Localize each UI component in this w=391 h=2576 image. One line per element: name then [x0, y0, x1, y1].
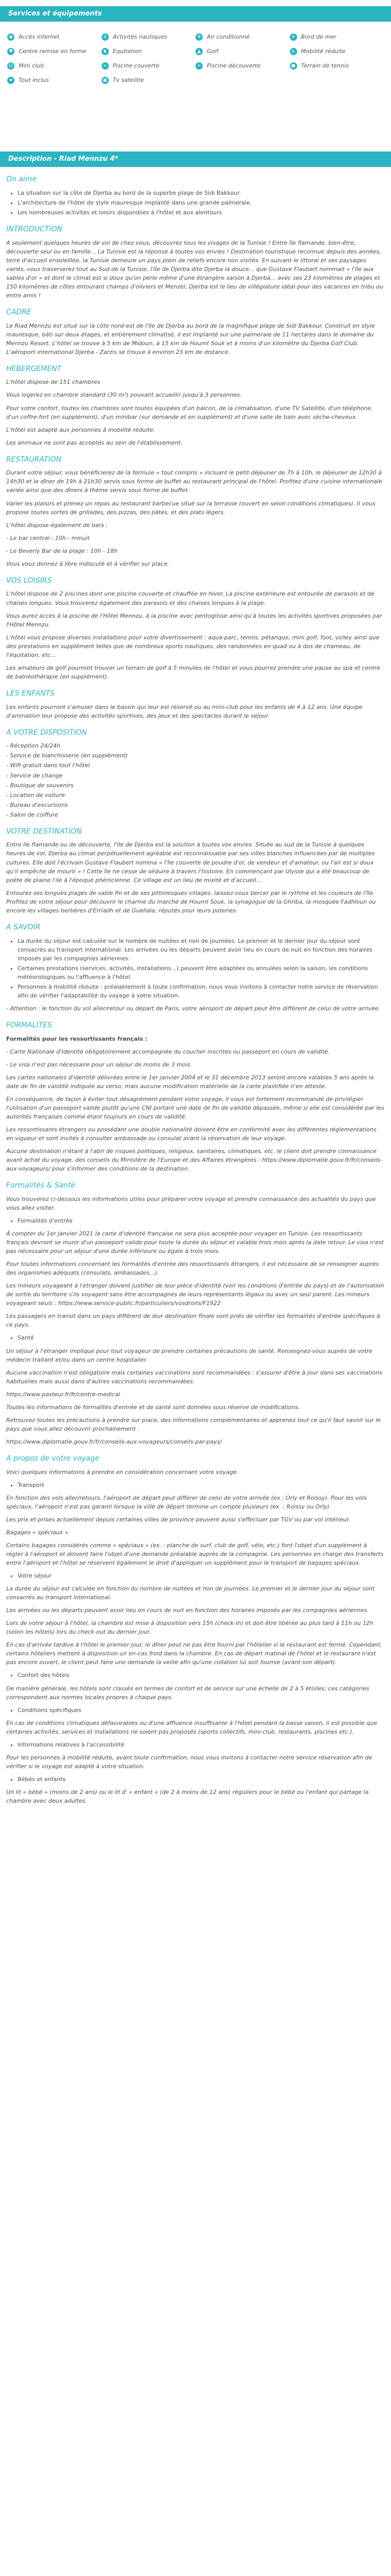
paragraph: Durant votre séjour, vous bénéficierez de la formule « tout compris » incluant le petit-déjeuner de 7h à 10h, le déjeuner de 12h30 à 14h30 et le dîner de 19h à 21h30 servis sous forme de buffet au restaurant principal de l'hôtel. Profitez d'une cuisine internationale variée ainsi que des dîners à thème servis sous forme de buffet.	[6, 469, 382, 494]
tennis-icon: ●	[290, 62, 297, 70]
service-label: Centre remise en forme	[19, 48, 87, 55]
paragraph: Bagages « spéciaux »	[6, 1529, 69, 1536]
paragraph: La durée du séjour est calculée en fonction du nombre de nuitées et non de journées. Le premier et le dernier jour du séjour sont consacrés au transport international.	[6, 1585, 375, 1601]
service-label: Piscine couverte	[112, 62, 159, 70]
paragraph: Pour toutes informations concernant les formalités d'entrée des ressortissants étrangers, il est nécessaire de se renseigner auprès des organismes adéquats (consulats, ambassades...).	[6, 1261, 379, 1277]
list-item: - Bureau d'excursions	[6, 801, 68, 808]
paragraph: Les ressortissants étrangers ou possédant une double nationalité doivent être en conformité avec les différentes réglementations en vigueur et sont invités à consulter ambassade ou consulat avant la réservation de leur voyage.	[6, 1126, 377, 1142]
service-item	[290, 33, 384, 41]
link-text[interactable]: https://www.pasteur.fr/fr/centre-medical	[6, 1391, 120, 1398]
propos-list	[6, 1571, 385, 1580]
propos-heading: A propos de votre voyage	[6, 1454, 100, 1463]
loisirs-heading: VOS LOISIRS	[6, 576, 52, 585]
list-item: • Bébés et enfants	[18, 1775, 385, 1784]
paragraph: Vous trouverez ci-dessous les informations utiles pour préparer votre voyage et prendre connaissance des actualités du pays que vous allez visiter.	[6, 1195, 376, 1211]
propos-list	[6, 1740, 385, 1749]
service-item	[102, 62, 196, 70]
paragraph: Lors de votre séjour à l'hôtel, la chambre est mise à disposition vers 15h (check-in) et doit être libérée au plus tard à 11h ou 12h (selon les hôtels) lors du check-out du dernier jour.	[6, 1620, 373, 1636]
on-aime-heading: On aime	[6, 175, 37, 183]
sante-list	[6, 1216, 385, 1225]
paragraph: - Carte Nationale d'Identité obligatoirement accompagnée du coucher inscrites ou passeport en cours de validité.	[6, 1048, 330, 1055]
fitness-icon: ♥	[7, 48, 14, 55]
sante-list	[6, 1333, 385, 1342]
list-item: • La durée du séjour est calculée sur le nombre de nuitées et non de journées. Le premier et le dernier jour du séjour sont consacrés au transport international. Les arrivées ou les départs peuvent avoir lieu en cours de nuit en fonction des horaires imposés par les compagnies aériennes.	[18, 937, 385, 963]
tv-icon: ▣	[102, 77, 109, 84]
propos-list	[6, 1481, 385, 1489]
service-label: Air conditionné	[207, 33, 250, 41]
paragraph: Voici quelques informations à prendre en considération concernant votre voyage.	[6, 1468, 239, 1476]
list-item: • Les nombreuses activités et loisirs disponibles à l'hôtel et aux alentours	[18, 208, 385, 217]
introduction-heading: INTRODUCTION	[6, 225, 62, 233]
restauration-heading: RESTAURATION	[6, 455, 62, 464]
formalites-heading: FORMALITES	[6, 1021, 52, 1029]
propos-list	[6, 1775, 385, 1784]
bar-hours: - Le bar central : 10h - minuit	[6, 534, 90, 541]
service-label: Activités nautiques	[112, 33, 167, 41]
bar-hours: - Le Beverly Bar de la plage : 10h - 18h	[6, 547, 118, 554]
wifi-icon: ◉	[7, 33, 14, 41]
paragraph: De manière générale, les hôtels sont classés en termes de confort et de service sur une échelle de 2 à 5 étoiles; ces catégories correspondent aux normes locales propres à chaque pays.	[6, 1685, 369, 1701]
list-item: • La situation sur la côte de Djerba au bord de la superbe plage de Sidi Bakkour.	[18, 189, 385, 197]
service-item	[7, 33, 102, 41]
paragraph: Aucune vaccination n'est obligatoire mais certaines vaccinations sont recommandées : s'assurer d'être à jour dans ses vaccinations habituelles mais aussi dans d'autres vaccinations recommandées.	[6, 1369, 382, 1385]
paragraph: En fonction des vols aller/retours, l'aéroport de départ peut différer de celui de votre arrivée (ex : Orly et Roissy). Pour les vols spéciaux, l'aéroport n'est pas garanti lorsque la ville de départ termine un compte plusieurs (ex. : Roissy ou Orly).	[6, 1494, 367, 1510]
list-item: - Wifi gratuit dans tout l'hôtel	[6, 762, 90, 769]
paragraph: Les cartes nationales d'identité délivrées entre le 1er janvier 2004 et le 31 décembre 2013 seront encore valables 5 ans après la date de fin de validité indiquée au verso, mais aucune modification matérielle de la carte plastifiée n'en atteste.	[6, 1074, 374, 1090]
paragraph: Aucune destination n'étant à l'abri de risques politiques, religieux, sanitaires, climatiques, etc. le client doit prendre connaissance avant achat du voyage, des conseils du Ministère de l'Europe et des Affaires étrangères : https://www.diplomatie.gouv.fr/fr/conseils-aux-voyageurs/ pour s'informer des conditions de la destination.	[6, 1148, 382, 1173]
paragraph: L'hôtel dispose de 2 piscines dont une piscine couverte et chauffée en hiver. La piscine extérieure est entourée de parasols et de chaises longues. Vous trouverez également des parasols et des chaises longues à la plage.	[6, 590, 374, 606]
list-item: • Transport	[18, 1481, 385, 1489]
paragraph: L'hôtel vous propose diverses installations pour votre divertissement : aqua-parc, tennis, pétanque, mini golf, foot, volley ainsi que des prestations en supplément telles que de nombreux sports nautiques, des randonnées en quad ou à dos de chameau, de l'équitation, etc...	[6, 634, 380, 658]
service-item	[102, 33, 196, 41]
wheelchair-icon: ♿	[290, 48, 297, 55]
paragraph: Les prix et prises actuellement depuis certaines villes de province peuvent aussi s'effectuer par TGV ou par vol intérieur.	[6, 1516, 350, 1523]
list-item: - Boutique de souvenirs	[6, 782, 74, 789]
paragraph: Certains bagages considérés comme « spéciaux » (ex. : planche de surf, club de golf, vélo, etc.) font l'objet d'un supplément à régler à l'aéroport et doivent faire l'objet d'une demande préalable auprès de la compagnie. Les personnes en charge des transferts entre l'aéroport et l'hôtel se réservent également le droit d'appliquer un supplément pour le transport de bagages spéciaux.	[6, 1541, 384, 1566]
all-inclusive-icon: ★	[7, 77, 14, 84]
list-item: • Certaines prestations (services, activités, installations...) peuvent être adaptées ou annulées selon la saison, les conditions météorologiques ou l'affluence à l'hôtel.	[18, 964, 385, 981]
paragraph: Toutes les informations de formalités d'entrée et de santé sont données sous réserve de modifications.	[6, 1403, 300, 1411]
disposition-heading: A VOTRE DISPOSITION	[6, 728, 87, 737]
paragraph: Les animaux ne sont pas acceptés au sein de l'établissement.	[6, 439, 183, 446]
paragraph: À compter du 1er janvier 2021 la carte d'identité française ne sera plus acceptée pour voyager en Tunisie. Les ressortissants français devront se munir d'un passeport valide pour toute la durée du séjour et valable trois mois après la date retour. Le visa n'est pas nécessaire pour un séjour d'une durée inférieure ou égale à trois mois.	[6, 1230, 384, 1255]
page	[0, 6, 391, 1805]
link-text[interactable]: https://www.diplomatie.gouv.fr/fr/conseils-aux-voyageurs/conseils-par-pays/	[6, 1438, 222, 1445]
service-item	[7, 47, 102, 56]
child-icon: ☺	[7, 62, 14, 70]
disposition-list	[6, 741, 385, 819]
savoir-heading: A SAVOIR	[6, 923, 41, 931]
list-item: • Santé	[18, 1333, 385, 1342]
enfants-heading: LES ENFANTS	[6, 689, 55, 698]
services-grid	[0, 22, 391, 84]
list-item: • L'architecture de l'hôtel de style mauresque implanté dans une grande palmeraie.	[18, 198, 385, 207]
paragraph: En conséquence, de façon à éviter tout désagrément pendant votre voyage, il vous est fortement recommandé de privilégier l'utilisation d'un passeport valide plutôt qu'une CNI portant une date de fin de validité dépassée, même si elle est considérée par les autorités françaises comme étant toujours en cours de validité.	[6, 1095, 384, 1120]
paragraph: L'hôtel est adapté aux personnes à mobilité réduite.	[6, 426, 155, 433]
list-item: - Salon de coiffure	[6, 811, 58, 818]
propos-list	[6, 1671, 385, 1680]
horse-icon: ♞	[102, 48, 109, 55]
service-label: Golf	[207, 48, 219, 55]
paragraph: Un lit « bébé » (moins de 2 ans) ou le lit d' « enfant » (de 2 à moins de 12 ans) réguliers pour le bébé ou l'enfant qui partage la chambre avec deux adultes.	[6, 1788, 369, 1804]
snowflake-icon: ❄	[196, 33, 203, 41]
cadre-text: Le Riad Mennzu est situé sur la côte nord-est de l'île de Djerba au bord de la magnifique plage de Sidi Bakkour. Construit en style mauresque, bâti sur deux étages, et entièrement climatisé, il est implanté sur une palmeraie de 11 hectares dans le domaine du Mennzu Resort. L'hôtel se trouve à 5 km de Midoun, à 15 km de Houmt Souk et à moins d'un kilomètre du Djerba Golf Club. L'aéroport international Djerba - Zarzis se trouve à environ 23 km de distance.	[6, 322, 375, 355]
paragraph: L'hôtel dispose de 151 chambres	[6, 379, 101, 386]
destination-heading: VOTRE DESTINATION	[6, 827, 82, 836]
paragraph: Un séjour à l'étranger implique pour tout voyageur de prendre certaines précautions de santé. Renseignez-vous auprès de votre médecin traitant et/ou dans un centre hospitalier.	[6, 1347, 372, 1363]
service-item	[7, 62, 102, 70]
service-label: Mini club	[19, 62, 44, 70]
propos-list	[6, 1706, 385, 1715]
service-label: Tout inclus	[19, 77, 49, 84]
paragraph: Entre île flamande ou de découverte, l'île de Djerba est la solution à toutes vos envies. Située au sud de la Tunisie à quelques heures de vol, Djerba au climat perpétuellement agréable est reconnaissable par ses villes blanches influencées par de multiples cultures. Elle doit l'écrivain Gustave Flaubert nomma « l'île couverte de poudre d'or, de vendeur et d'amateur, ou l'air est si doux qu'il empêche de mourir » ! Cette île ne cesse de séduire à travers l'histoire. En commençant par Ulysse qui a été beaucoup de poète de plaine l'ile à l'époque phénicienne. Ce village est un lieu de mixité et d'accueil...	[6, 841, 375, 884]
paragraph: - Le visa n'est pas nécessaire pour un séjour de moins de 3 mois.	[6, 1061, 192, 1068]
boat-icon: ⚓	[102, 33, 109, 41]
service-item	[196, 47, 290, 56]
beach-icon: ☀	[290, 33, 297, 41]
services-header: Services et équipements	[0, 6, 391, 22]
paragraph: En cas d'arrivée tardive à l'hôtel le premier jour, le dîner peut ne pas être fourni par l'hôtelier si le restaurant est fermé. Cependant, certains hôteliers mettent à disposition un en-cas froid dans la chambre. En cas de départ matinal de l'hôtel et le restaurant n'est pas encore ouvert, le client peut faire une demande la veille afin qu'une collation lui soit fournie (avant son départ).	[6, 1641, 382, 1666]
list-item: - Location de voiture	[6, 791, 65, 799]
paragraph: Les passagers en transit dans un pays différent de leur destination finale sont priés de vérifier les formalités d'entrée spécifiques à ce pays.	[6, 1313, 380, 1329]
golf-icon: ▲	[196, 48, 203, 55]
paragraph: - Attention : le fonction du vol aller/retour ou départ de Paris, votre aéroport de départ peut être différent de celui de votre arrivée.	[6, 1005, 381, 1012]
service-label: Mobilité réduite	[301, 48, 346, 55]
paragraph: Entourez ses longues plages de sable fin et de ses pittoresques villages, laissez-vous bercer par le rythme et les couleurs de l'île. Profitez de votre séjour pour découvrir le charme du marché de Houmt Souk, la synagogue de la Ghriba, la mosquée Fadhloun ou encore les villages berbères d'Erriadh et de Guellala, réputés pour leurs poteries.	[6, 889, 376, 914]
list-item: - Service de blanchisserie (en supplément)	[6, 752, 128, 759]
service-item	[7, 76, 102, 84]
list-item: • Formalités d'entrée	[18, 1216, 385, 1225]
paragraph: Pour votre confort, toutes les chambres sont toutes équipées d'un balcon, de la climatisation, d'une TV Satellite, d'un téléphone, d'un coffre-fort (en supplément), d'un minibar (sur demande et en supplément) et d'une salle de bain avec sèche-cheveux.	[6, 404, 373, 420]
list-item: - Réception 24/24h	[6, 742, 60, 750]
sante-heading: Formalités & Santé	[6, 1181, 76, 1190]
formalites-subheading: Formalités pour les ressortissants français :	[6, 1035, 148, 1042]
paragraph: Varier les plaisirs et prenez un repas au restaurant barbecue situé sur la terrasse (ouvert en selon conditions climatiques). Il vous propose toutes sortes de grillades, des pizzas, des pâtes, et des plats légers.	[6, 500, 376, 516]
service-item	[102, 47, 196, 56]
pool-icon: ≈	[102, 62, 109, 70]
service-label: Terrain de tennis	[301, 62, 349, 70]
service-item	[196, 62, 290, 70]
pool-outdoor-icon: ≈	[196, 62, 203, 70]
description-header: Description - Riad Mennzu 4*	[0, 151, 391, 167]
cadre-heading: CADRE	[6, 308, 31, 316]
paragraph: Les mineurs voyageant à l'étranger doivent justifier de leur pièce d'identité (voir les conditions d'entrée du pays) et de l'autorisation de sortie du territoire s'ils voyagent sans être accompagnés de leurs représentants légaux ou avec un seul parent. Les mineurs voyageant seuls : https://www.service-public.fr/particuliers/vosdroits/F1922	[6, 1282, 384, 1307]
list-item: • Votre séjour	[18, 1571, 385, 1580]
paragraph: Les enfants pourront s'amuser dans le bassin qui leur est réservé ou au mini-club pour les enfants de 4 à 12 ans. Une équipe d'animation leur propose des activités sportives, des jeux et des spectacles durant le séjour.	[6, 703, 363, 719]
paragraph: Pour les personnes à mobilité réduite, avant toute confirmation, nous vous invitons à contacter notre service réservation afin de vérifier si le voyage est adapté à votre situation.	[6, 1754, 372, 1770]
service-label: Bord de mer	[301, 33, 337, 41]
paragraph: En cas de conditions climatiques défavorables ou d'une affluence insuffisante à l'hôtel pendant la basse saison, il est possible que certaines activités, services et installations ne soient pas proposés (sports collectifs, mini-club, restaurants, piscines etc.).	[6, 1719, 378, 1735]
service-item	[196, 33, 290, 41]
service-label: Equitation	[112, 48, 142, 55]
paragraph: Retrouvez toutes les précautions à prendre sur place, des informations complémentaires et apprenez tout ce qu'il faut savoir sur le pays que vous allez découvrir prochainement :	[6, 1416, 381, 1432]
hebergement-heading: HEBERGEMENT	[6, 364, 62, 373]
introduction-text: A seulement quelques heures de vol de chez vous, découvrez tous les visages de la Tunisie ! Entre île flamande, bien-être, découverte seul ou en famille... La Tunisie est la réponse à toutes vos envies ! Destination touristique reconnue depuis des années, terre d'accueil ensoleillée, la Tunisie demeure un pays plein de reliefs encore non visités. En suivant le littoral et ses paysages variés, vous traverserez tout au Sud de la Tunisie, l'île de Djerba dite Djerba la douce... que Gustave Flaubert nommait « l'île aux sables d'or » et dont le climat est si doux qu'on perle même d'une étrangère saison à Djerba... avec ses 23 kilomètres de plages et 150 kilomètres de côtes entourant champs d'oliviers et Menzel, Djerba est le lieu de villégiature idéal pour des vacances en tribu ou entre amis !	[6, 239, 383, 299]
savoir-list	[6, 937, 385, 1000]
paragraph: Les arrivées ou les départs peuvent avoir lieu en cours de nuit en fonction des horaires imposés par les compagnies aériennes.	[6, 1607, 369, 1614]
list-item: • Informations relatives à l'accessibilité	[18, 1740, 385, 1749]
description-body	[0, 174, 391, 1805]
paragraph: Vous logerez en chambre standard (30 m²) pouvant accueillir jusqu'à 3 personnes.	[6, 392, 242, 399]
service-item	[290, 62, 384, 70]
paragraph: L'hôtel dispose également de bars :	[6, 521, 108, 529]
list-item: • Confort des hôtels	[18, 1671, 385, 1680]
paragraph: Vous vous donnez à libre indiscuté et à vérifier sur place.	[6, 560, 169, 567]
on-aime-list	[6, 189, 385, 217]
service-label: Piscine découverte	[207, 62, 261, 70]
list-item: • Conditions spécifiques	[18, 1706, 385, 1715]
paragraph: Les amateurs de golf pourront trouver un terrain de golf à 5 minutes de l'hôtel et vous pourrez prendre une pause au spa et centre de balnéothérapie (en supplément).	[6, 664, 381, 680]
list-item: • Personnes à mobilité réduite : préalablement à toute confirmation, nous vous invitons à contacter notre service de réservation afin de vérifier l'adaptabilité du voyage à votre situation.	[18, 982, 385, 1000]
service-label: Tv satellite	[112, 77, 144, 84]
service-item	[102, 76, 196, 84]
service-label: Accès internet	[19, 33, 60, 41]
list-item: - Service de change	[6, 772, 63, 779]
service-item	[290, 47, 384, 56]
paragraph: Vous aurez accès à la piscine de l'Hôtel Mennzu, à la piscine avec pentoglisse ainsi qu'à toutes les activités sportives proposées par l'Hôtel Mennzu.	[6, 612, 382, 628]
